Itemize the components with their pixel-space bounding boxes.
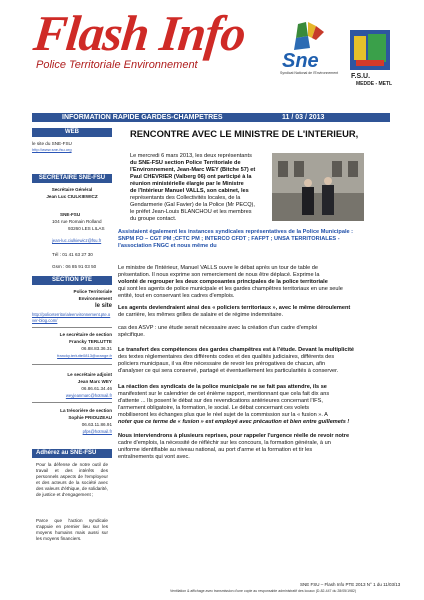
sidebar-addr-2: 104 rue Romain Rolland <box>52 219 102 224</box>
sidebar-site-link[interactable]: http://www.sne-fsu.org <box>32 147 72 152</box>
sidebar-pte-heading: SECTION PTE <box>32 276 112 285</box>
p1-line-7: représentants des Collectivités locales, de la <box>130 195 241 201</box>
p6-line-1: Le transfert des compétences des gardes champêtres est à l'étude. Devant la multiplicité <box>118 347 355 353</box>
p1-line-10: du groupe contact. <box>130 216 177 222</box>
sidebar-secretariat-heading: SECRETAIRE SNE-FSU <box>32 174 112 183</box>
sidebar-site-line: le site du SNE-FSU <box>32 141 72 146</box>
p3-line-3: volonté de regrouper les deux composantes principales de la police territoriale <box>118 279 328 285</box>
p7-line-1: La réaction des syndicats de la police municipale ne se fait pas attendre, ils se <box>118 384 327 390</box>
sne-tagline: Syndicat National de l'Environnement <box>280 71 339 75</box>
sidebar-sec-name: Francky TERLUTTE <box>69 339 112 344</box>
p4-line-2: de carrière, les mêmes grilles de salaire et de régime indemnitaire. <box>118 312 284 318</box>
p7-line-2: manifestent sur le calendrier de cet énième rapport, mentionnant que cela fait dix ans <box>118 391 330 397</box>
sne-logo <box>280 22 344 76</box>
p3-line-2: présentation. Il nous exprime son remerciement de nous être déplacé. Exprime la <box>118 272 320 278</box>
sidebar-adj-name: Jean Marc WEY <box>77 379 112 384</box>
p1-line-2: du SNE-FSU section Police Territoriale de <box>130 160 241 166</box>
page-footer-note: Ventilation & affichage avec transmission d'une copie au responsable administratif des locaux (D-82-447 du 28/05/1982) <box>170 589 357 593</box>
sidebar-tres-mail[interactable]: pfps@hotmail.fr <box>82 429 112 434</box>
p4-line-1: Les agents deviendraient ainsi des « policiers territoriaux », avec le même déroulement <box>118 305 351 311</box>
banner-date: 11 / 03 / 2013 <box>282 114 325 121</box>
p8-line-1: Nous interviendrons à plusieurs reprises, pour rappeler l'urgence réelle de revoir notre <box>118 433 350 439</box>
sne-wordmark: Sne <box>282 50 319 72</box>
fsu-subtitle: MEDDE - METL <box>356 81 393 87</box>
p3-line-5: entité, tout en conservant les cadres d'emplois. <box>118 293 235 299</box>
sidebar-sg-title: Secrétaire Général <box>51 187 93 192</box>
banner-title: INFORMATION RAPIDE GARDES-CHAMPETRES <box>62 114 223 121</box>
p7-line-5: mobiliseront les échanges plus que le réel sujet de la commission sur la « fusion ». A <box>118 412 328 418</box>
p2-line-3: l'association FNGC et nous même du <box>118 243 217 249</box>
sidebar-pte-1: Police Territoriale <box>73 289 112 294</box>
sidebar-sec-tel: 06.88.83.36.31 <box>81 346 112 351</box>
p3-line-1: Le ministre de l'Intérieur, Manuel VALLS ouvre le débat après un tour de table de <box>118 265 318 271</box>
page-footer: SNE FSU – Flash Info PTE 2013 N° 1 du 11/03/13 <box>300 582 401 587</box>
p8-line-2: cadre d'emplois, la nécessité de réfléchir sur les concours, la formation générale, à un <box>118 440 331 446</box>
sidebar-sg-name: Jean Luc CIULKIEWICZ <box>46 194 98 199</box>
sidebar-divider <box>32 327 112 328</box>
p3-line-4: qui sont les agents de police municipale et les gardes champêtres territoriaux en une seule <box>118 286 343 292</box>
p8-line-4: entraînements qui vont avec. <box>118 454 190 460</box>
p2-line-2: SNPM FO – CGT PM ;CFTC PM ; INTERCO CFDT ; FAFPT ; UNSA TERRITORIALES - <box>118 236 340 242</box>
sidebar-adhesion-p2: Parce que l'action syndicale s'appuie en premier lieu sur les moyens humains mais aussi sur les moyens financiers. <box>36 518 108 541</box>
flash-info-logo: Flash Info <box>31 5 248 61</box>
sidebar-tres-tel: 06.63.11.86.91 <box>81 422 112 427</box>
header-subtitle: Police Territoriale Environnement <box>36 59 198 71</box>
p1-line-4: Paul CHEVRIER (Valberg 06) ont participé à la <box>130 174 252 180</box>
p1-line-6: de l'Intérieur Manuel VALLS, son cabinet, les <box>130 188 249 194</box>
p7-line-4: l'armement obligatoire, la formation, le social. Le débat concernant ces volets <box>118 405 310 411</box>
p5-line-2: spécifique. <box>118 332 145 338</box>
p1-line-1: Le mercredi 6 mars 2013, les deux représentants <box>130 153 252 159</box>
sidebar-tres-title: La trésorière de section <box>60 408 112 413</box>
info-banner <box>32 113 390 122</box>
p1-line-5: réunion ministérielle élargie par le Ministre <box>130 181 244 187</box>
sidebar-addr-3: 93260 LES LILAS <box>68 226 105 231</box>
sidebar-sec-mail[interactable]: francky.terlutte0813@orange.fr <box>57 353 112 358</box>
sidebar-adhesion-p1: Pour la défense de notre outil de travail et des intérêts des personnels aspects de l'employeur et des acteurs de la société avec des valeurs d'éthique, de solidarité, de justice et d'engagement ; <box>36 462 108 497</box>
sidebar-pte-3: le site <box>94 303 112 309</box>
p8-line-3: uniforme identifiable au niveau national, au port d'arme et la formation et tir les <box>118 447 313 453</box>
sidebar-addr-1: SNE-FSU <box>60 212 81 217</box>
p6-line-4: d'analyser ce qui sera conservé, partagé et éventuellement les particularités à conserver. <box>118 368 339 374</box>
sidebar-sg-email[interactable]: jean-luc.ciulkiewicz@fsu.fr <box>52 238 102 243</box>
sidebar-divider <box>32 402 112 403</box>
p5-line-1: cas des ASVP : une étude serait nécessaire avec la création d'un cadre d'emploi <box>118 325 318 331</box>
fsu-wordmark: F.S.U. <box>351 73 371 80</box>
sidebar-adj-mail[interactable]: weyjeanmarc@hotmail.fr <box>65 393 112 398</box>
sidebar-web-heading: WEB <box>32 128 112 137</box>
p6-line-3: policiers municipaux, il va être nécessaire de revoir les prérogatives de chacun, afin <box>118 361 326 367</box>
sidebar-sec-title: Le secrétaire de section <box>59 332 112 337</box>
p7-line-6: noter que ce terme de « fusion » est employé avec précaution et bien entre guillemets ! <box>118 419 350 425</box>
sidebar-divider <box>32 364 112 365</box>
sidebar-tres-name: Sophie PRIOUZEAU <box>68 415 112 420</box>
sidebar-adj-title: Le secrétaire adjoint <box>67 372 112 377</box>
p1-line-3: l'Environnement, Jean-Marc WEY (Bitche 57) et <box>130 167 256 173</box>
p1-line-9: le préfet Jean-Louis BLANCHOU et les membres <box>130 209 252 215</box>
p1-line-8: Gendarmerie (Gal Favier) de la Police (Mr PECQ), <box>130 202 255 208</box>
sidebar-pte-link[interactable]: http://policeterritorialeenvironnement.pte.over-blog.com/ <box>32 312 111 323</box>
p2-line-1: Assistaient également les instances syndicales représentatives de la Police Municipale : <box>118 229 354 235</box>
meeting-photo <box>272 153 364 221</box>
p7-line-3: d'attente ... Ils posent le débat sur des revendications antérieures concernant l'IFS, <box>118 398 323 404</box>
sidebar-adhesion-heading: Adhérez au SNE-FSU <box>32 449 112 458</box>
fsu-logo-icon <box>350 30 390 70</box>
article-title: RENCONTRE AVEC LE MINISTRE DE L'INTERIEUR, <box>130 128 359 139</box>
sidebar-gsm: Gsm : 06 85 91 03 50 <box>52 264 97 269</box>
p6-line-2: des textes réglementaires des différents codes et des qualités judiciaires, différents des <box>118 354 335 360</box>
ministry-building-photo-icon <box>272 153 364 221</box>
sne-emblem-icon <box>280 22 344 52</box>
sidebar-pte-2: Environnement <box>78 296 112 301</box>
sidebar-adj-tel: 06.86.61.34.46 <box>81 386 112 391</box>
sidebar-tel: Tél : 01 41 63 27 30 <box>52 252 93 257</box>
